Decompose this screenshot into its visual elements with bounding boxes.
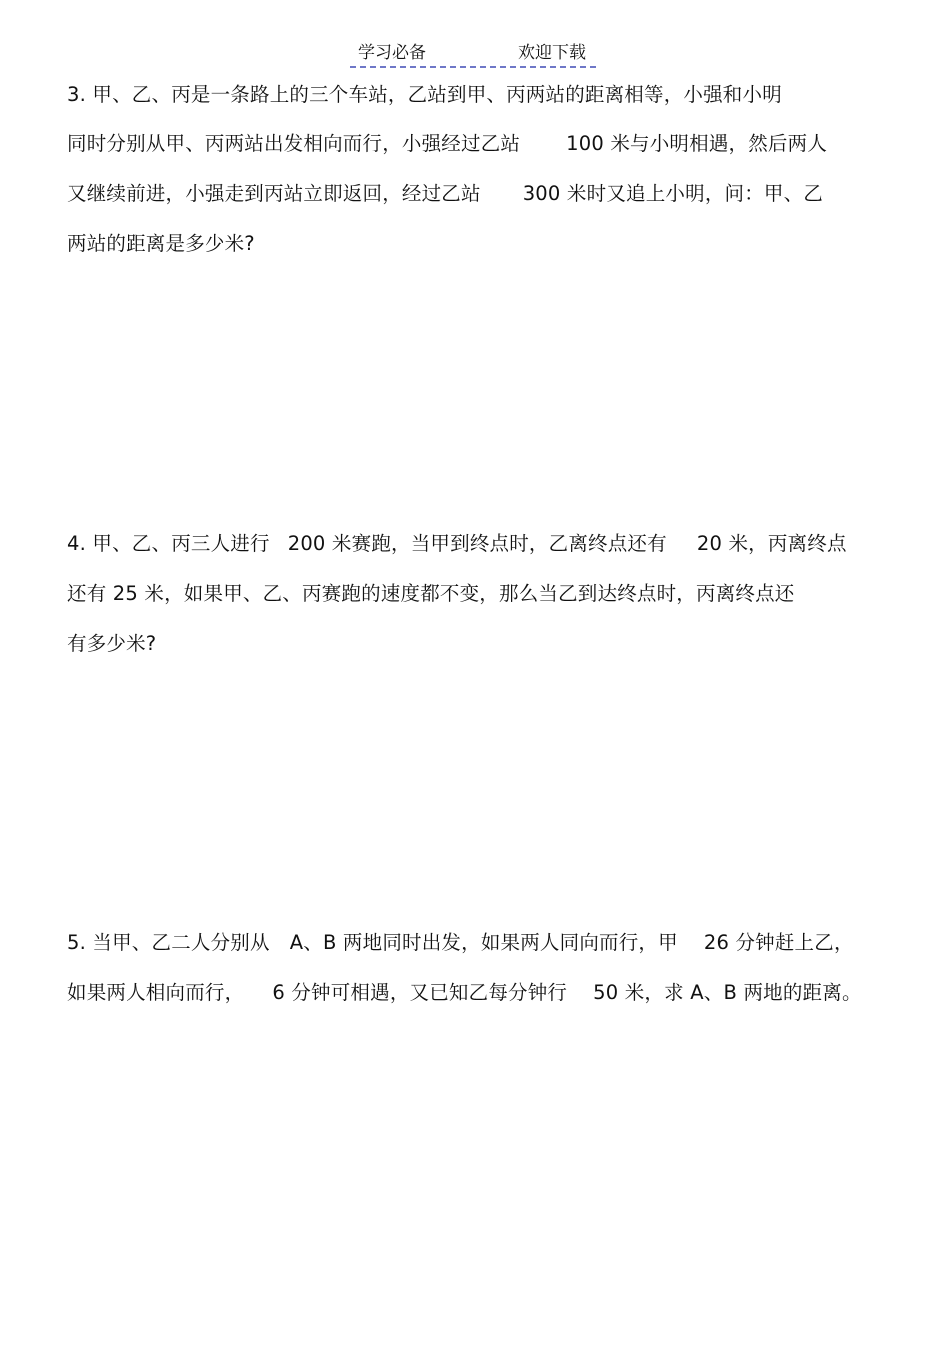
problem-4-line-2: 还有 25 米，如果甲、乙、丙赛跑的速度都不变，那么当乙到达终点时，丙离终点还 (67, 582, 795, 605)
problem-3-line-4: 两站的距离是多少米? (67, 232, 255, 255)
problem-4-line-1: 4. 甲、乙、丙三人进行 200 米赛跑，当甲到终点时，乙离终点还有 20 米，丙离终点 (67, 532, 847, 555)
problem-3-line-3: 又继续前进，小强走到丙站立即返回，经过乙站 300 米时又追上小明，问：甲、乙 (67, 182, 824, 205)
problem-5-line-2: 如果两人相向而行， 6 分钟可相遇，又已知乙每分钟行 50 米，求 A、B 两地的距离。 (67, 981, 862, 1004)
header-left-text: 学习必备 (358, 43, 426, 63)
problem-3-line-2: 同时分别从甲、丙两站出发相向而行，小强经过乙站 100 米与小明相遇，然后两人 (67, 132, 828, 155)
problem-4-line-3: 有多少米? (67, 632, 157, 655)
problem-5-line-1: 5. 当甲、乙二人分别从 A、B 两地同时出发，如果两人同向而行，甲 26 分钟赶上乙， (67, 931, 854, 954)
page-header (350, 40, 596, 68)
problem-3-line-1: 3. 甲、乙、丙是一条路上的三个车站，乙站到甲、丙两站的距离相等，小强和小明 (67, 83, 782, 106)
header-right-text: 欢迎下载 (518, 43, 586, 63)
